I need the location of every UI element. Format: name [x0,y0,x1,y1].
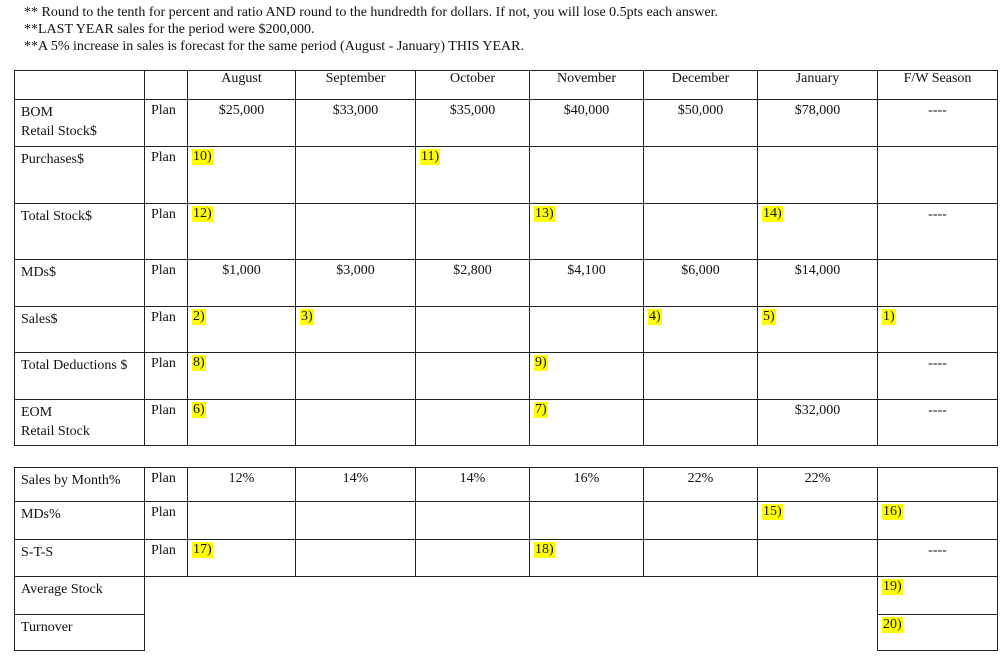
row-label-sales: Sales$ [15,307,145,353]
eom-season-dash: ---- [878,400,998,446]
sbm-november: 16% [530,468,644,502]
sts-january[interactable] [758,540,878,577]
sbm-september: 14% [296,468,416,502]
question-15: 15) [763,504,782,519]
mds-pct-season[interactable] [878,502,998,540]
sts-november[interactable] [530,540,644,577]
sbm-season[interactable] [878,468,998,502]
turnover-season[interactable] [878,615,998,651]
deductions-august[interactable] [188,353,296,400]
row-label-sales-by-month: Sales by Month% [15,468,145,502]
row-label-total-deductions: Total Deductions $ [15,353,145,400]
mds-pct-november[interactable] [530,502,644,540]
mds-september: $3,000 [296,260,416,307]
sts-october[interactable] [416,540,530,577]
plan-label: Plan [145,100,188,147]
question-16: 16) [883,504,902,519]
plan-label: Plan [145,307,188,353]
sts-december[interactable] [644,540,758,577]
purchases-september[interactable] [296,147,416,204]
mds-pct-december[interactable] [644,502,758,540]
purchases-december[interactable] [644,147,758,204]
header-november: November [530,71,644,100]
row-label-bom-sub: Retail Stock$ [21,124,97,139]
row-label-mds: MDs$ [15,260,145,307]
row-label-average-stock: Average Stock [15,577,145,615]
question-18: 18) [535,542,554,557]
purchases-august[interactable] [188,147,296,204]
bom-august: $25,000 [188,100,296,147]
row-label-purchases: Purchases$ [15,147,145,204]
plan-label: Plan [145,204,188,260]
eom-september[interactable] [296,400,416,446]
question-1: 1) [883,309,895,324]
mds-season[interactable] [878,260,998,307]
mds-pct-september[interactable] [296,502,416,540]
question-20: 20) [883,617,902,632]
deductions-december[interactable] [644,353,758,400]
sales-season[interactable] [878,307,998,353]
deductions-season-dash: ---- [878,353,998,400]
purchases-january[interactable] [758,147,878,204]
question-19: 19) [883,579,902,594]
question-7: 7) [535,402,547,417]
header-january: January [758,71,878,100]
row-average-stock [15,577,998,615]
header-september: September [296,71,416,100]
row-total-deductions [15,353,998,400]
deductions-september[interactable] [296,353,416,400]
plan-label: Plan [145,260,188,307]
purchases-november[interactable] [530,147,644,204]
mds-january: $14,000 [758,260,878,307]
sts-august[interactable] [188,540,296,577]
bom-december: $50,000 [644,100,758,147]
note-last-year-sales: **LAST YEAR sales for the period were $200,000. [24,22,315,37]
total-stock-august[interactable] [188,204,296,260]
plan-label: Plan [145,468,188,502]
total-stock-season-dash: ---- [878,204,998,260]
header-august: August [188,71,296,100]
bom-october: $35,000 [416,100,530,147]
turnover-blank [145,615,878,651]
total-stock-january[interactable] [758,204,878,260]
plan-label: Plan [145,353,188,400]
mds-pct-august[interactable] [188,502,296,540]
deductions-october[interactable] [416,353,530,400]
six-month-plan-table [14,70,998,446]
row-sales-by-month [15,468,998,502]
purchases-season[interactable] [878,147,998,204]
question-10: 10) [193,149,212,164]
row-purchases [15,147,998,204]
row-mds [15,260,998,307]
sales-january[interactable] [758,307,878,353]
question-8: 8) [193,355,205,370]
row-label-mds-pct: MDs% [15,502,145,540]
bom-november: $40,000 [530,100,644,147]
sales-december[interactable] [644,307,758,353]
mds-october: $2,800 [416,260,530,307]
row-total-stock [15,204,998,260]
sbm-august: 12% [188,468,296,502]
row-mds-pct [15,502,998,540]
sbm-october: 14% [416,468,530,502]
question-17: 17) [193,542,212,557]
plan-label: Plan [145,400,188,446]
row-label-eom-sub: Retail Stock [21,424,90,439]
note-rounding: ** Round to the tenth for percent and ratio AND round to the hundredth for dollars. If not, you will lose 0.5pts each answer. [24,5,719,20]
row-sales [15,307,998,353]
question-12: 12) [193,206,212,221]
purchases-october[interactable] [416,147,530,204]
eom-august[interactable] [188,400,296,446]
header-empty [15,71,145,100]
question-6: 6) [193,402,205,417]
eom-november[interactable] [530,400,644,446]
row-bom [15,100,998,147]
sts-season-dash: ---- [878,540,998,577]
row-label-turnover: Turnover [15,615,145,651]
total-stock-december[interactable] [644,204,758,260]
total-stock-november[interactable] [530,204,644,260]
deductions-november[interactable] [530,353,644,400]
row-label-eom: EOM [21,405,53,420]
plan-label: Plan [145,502,188,540]
row-label-total-stock: Total Stock$ [15,204,145,260]
sales-august[interactable] [188,307,296,353]
instructions [24,4,718,55]
total-stock-september[interactable] [296,204,416,260]
header-october: October [416,71,530,100]
plan-label: Plan [145,147,188,204]
row-label-sts: S-T-S [15,540,145,577]
mds-pct-january[interactable] [758,502,878,540]
header-row [15,71,998,100]
ratios-table [14,467,998,651]
question-11: 11) [421,149,440,164]
row-label-bom: BOM [21,105,53,120]
mds-august: $1,000 [188,260,296,307]
sales-november[interactable] [530,307,644,353]
sbm-december: 22% [644,468,758,502]
deductions-january[interactable] [758,353,878,400]
mds-november: $4,100 [530,260,644,307]
header-fw-season: F/W Season [878,71,998,100]
row-sts [15,540,998,577]
header-december: December [644,71,758,100]
sbm-january: 22% [758,468,878,502]
question-9: 9) [535,355,547,370]
mds-december: $6,000 [644,260,758,307]
total-stock-october[interactable] [416,204,530,260]
row-turnover [15,615,998,651]
sts-september[interactable] [296,540,416,577]
bom-january: $78,000 [758,100,878,147]
question-4: 4) [649,309,661,324]
bom-season-dash: ---- [878,100,998,147]
eom-december[interactable] [644,400,758,446]
bom-september: $33,000 [296,100,416,147]
sales-october[interactable] [416,307,530,353]
question-3: 3) [301,309,313,324]
plan-label: Plan [145,540,188,577]
sales-september[interactable] [296,307,416,353]
average-stock-blank [145,577,878,615]
question-5: 5) [763,309,775,324]
note-sales-forecast: **A 5% increase in sales is forecast for the same period (August - January) THIS YEAR. [24,39,524,54]
mds-pct-october[interactable] [416,502,530,540]
question-14: 14) [763,206,782,221]
eom-january: $32,000 [758,400,878,446]
header-empty-plan [145,71,188,100]
question-13: 13) [535,206,554,221]
average-stock-season[interactable] [878,577,998,615]
row-eom [15,400,998,446]
question-2: 2) [193,309,205,324]
eom-october[interactable] [416,400,530,446]
